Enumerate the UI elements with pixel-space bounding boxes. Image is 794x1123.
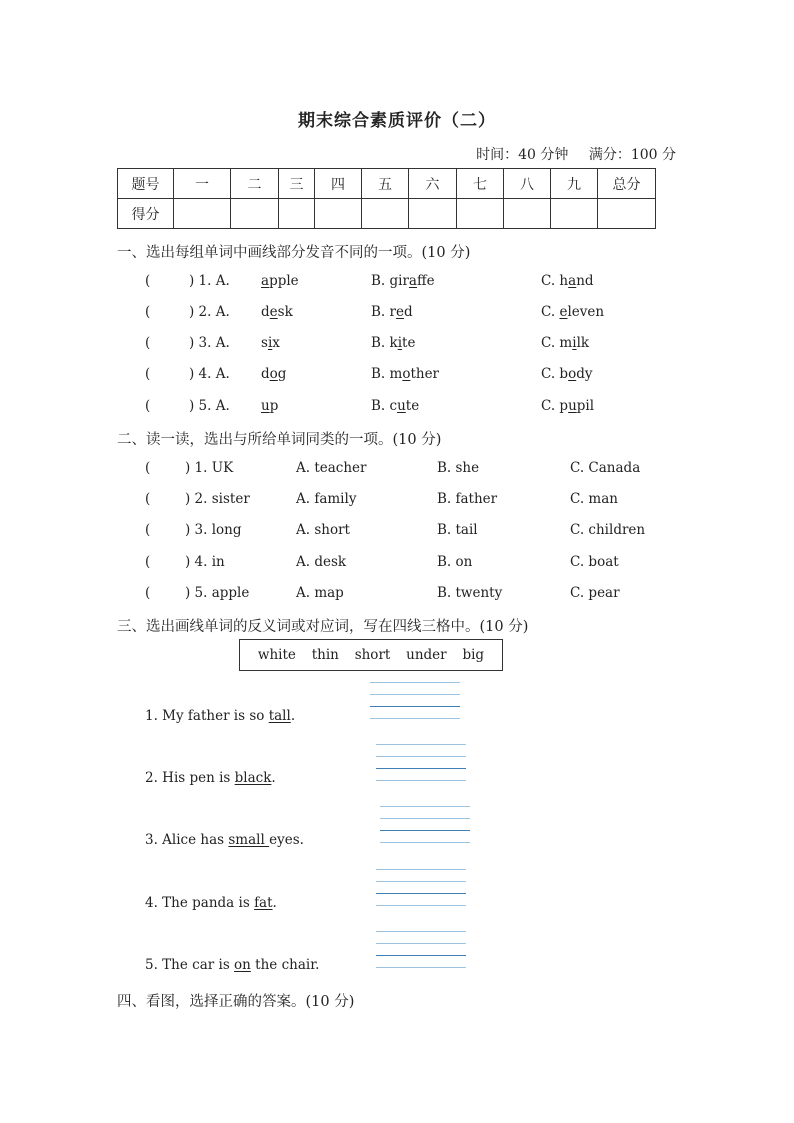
option-a[interactable] — [261, 398, 278, 414]
sentence — [145, 832, 304, 848]
underlined-letters: u — [397, 398, 406, 414]
sentence-text: eyes. — [269, 832, 304, 848]
underlined-word: tall — [268, 708, 291, 724]
grid-line — [376, 744, 466, 745]
sentence-text: 4. The panda is — [145, 895, 255, 911]
option-text: C. h — [541, 273, 569, 289]
option-b[interactable] — [371, 304, 413, 320]
sentence-text: 1. My father is so — [145, 708, 269, 724]
answer-paren[interactable]: ( — [145, 491, 151, 507]
option-b[interactable]: B. on — [437, 554, 473, 570]
option-a[interactable] — [261, 304, 293, 320]
score-header-cell: 五 — [362, 169, 409, 199]
word-bank-item: short — [354, 647, 391, 663]
score-cell[interactable] — [457, 199, 504, 229]
score-header-cell: 总分 — [598, 169, 656, 199]
option-text: B. gir — [371, 273, 409, 289]
option-b[interactable]: B. tail — [437, 522, 478, 538]
underlined-letters: i — [572, 335, 577, 351]
word-bank-item: thin — [311, 647, 339, 663]
option-c[interactable] — [541, 398, 594, 414]
grid-line — [380, 830, 470, 831]
sentence-text: . — [290, 708, 296, 724]
option-text: pple — [269, 273, 299, 289]
option-text: C. p — [541, 398, 569, 414]
option-text: p — [269, 398, 279, 414]
grid-line — [376, 768, 466, 769]
item-question: ) 3. long — [185, 522, 242, 538]
score-cell[interactable] — [598, 199, 656, 229]
grid-line — [376, 967, 466, 968]
option-text: d — [403, 304, 413, 320]
score-cell[interactable] — [504, 199, 551, 229]
section4-heading: 四、看图，选择正确的答案。(10 分) — [117, 994, 355, 1010]
option-text: te — [402, 335, 416, 351]
option-b[interactable] — [371, 366, 439, 382]
option-c[interactable]: C. man — [570, 491, 618, 507]
grid-line — [376, 931, 466, 932]
option-text: g — [277, 366, 287, 382]
option-text: dy — [576, 366, 593, 382]
word-bank-item: big — [462, 647, 485, 663]
sentence-text: 3. Alice has — [145, 832, 229, 848]
score-cell[interactable] — [315, 199, 362, 229]
score-header-cell: 题号 — [118, 169, 174, 199]
sentence — [145, 895, 277, 911]
option-text: d — [261, 304, 270, 320]
answer-paren[interactable]: ( — [145, 335, 151, 351]
answer-paren[interactable]: ( — [145, 273, 151, 289]
item-question: ) 2. sister — [185, 491, 250, 507]
item-question: ) 4. in — [185, 554, 225, 570]
answer-paren[interactable]: ( — [145, 554, 151, 570]
section2-heading: 二、读一读，选出与所给单词同类的一项。(10 分) — [117, 432, 442, 448]
item-number: ) 5. A. — [189, 398, 230, 414]
option-text: nd — [576, 273, 594, 289]
option-a[interactable]: A. teacher — [296, 460, 367, 476]
grid-line — [376, 756, 466, 757]
answer-paren[interactable]: ( — [145, 398, 151, 414]
exam-full-score: 满分：100 分 — [588, 147, 676, 163]
grid-line — [376, 780, 466, 781]
underlined-letters: a — [568, 273, 577, 289]
sentence-text: . — [272, 895, 277, 911]
option-text: B. c — [371, 398, 398, 414]
grid-line — [376, 905, 466, 906]
underlined-word: black — [234, 770, 272, 786]
grid-line — [380, 806, 470, 807]
sentence-text: the chair. — [250, 957, 320, 973]
score-table-header-row — [118, 169, 656, 199]
exam-time: 时间：40 分钟 — [476, 147, 569, 163]
score-header-cell: 三 — [279, 169, 315, 199]
item-question: ) 1. UK — [185, 460, 234, 476]
word-bank-item: white — [257, 647, 296, 663]
option-a[interactable] — [261, 335, 280, 351]
underlined-letters: o — [568, 366, 577, 382]
item-number: ) 2. A. — [189, 304, 230, 320]
option-a[interactable]: A. map — [296, 585, 344, 601]
underlined-letters: o — [402, 366, 411, 382]
grid-line — [376, 955, 466, 956]
sentence-text: 5. The car is — [145, 957, 235, 973]
option-c[interactable]: C. Canada — [570, 460, 641, 476]
option-b[interactable] — [371, 398, 419, 414]
four-line-grid[interactable] — [370, 682, 460, 718]
option-c[interactable] — [541, 273, 594, 289]
page-title: 期末综合素质评价（二） — [298, 111, 496, 131]
four-line-grid[interactable] — [376, 869, 466, 905]
option-text: B. r — [371, 304, 396, 320]
option-b[interactable] — [371, 335, 415, 351]
section1-heading: 一、选出每组单词中画线部分发音不同的一项。(10 分) — [117, 245, 471, 261]
option-b[interactable] — [371, 273, 435, 289]
option-text: ther — [410, 366, 440, 382]
option-text: pil — [576, 398, 595, 414]
option-text: lk — [576, 335, 590, 351]
option-c[interactable]: C. children — [570, 522, 646, 538]
answer-paren[interactable]: ( — [145, 585, 151, 601]
score-header-cell: 九 — [551, 169, 598, 199]
item-number: ) 3. A. — [189, 335, 230, 351]
option-c[interactable]: C. boat — [570, 554, 619, 570]
exam-info — [476, 144, 676, 164]
score-cell[interactable] — [231, 199, 279, 229]
grid-line — [376, 943, 466, 944]
option-text: B. m — [371, 366, 403, 382]
answer-paren[interactable]: ( — [145, 304, 151, 320]
option-text: C. b — [541, 366, 569, 382]
score-header-cell: 八 — [504, 169, 551, 199]
score-cell[interactable] — [279, 199, 315, 229]
option-text: x — [272, 335, 280, 351]
item-number: ) 4. A. — [189, 366, 230, 382]
underlined-letters: e — [269, 304, 278, 320]
option-b[interactable]: B. she — [437, 460, 480, 476]
option-text: leven — [567, 304, 605, 320]
option-a[interactable] — [261, 273, 299, 289]
underlined-letters: i — [397, 335, 403, 351]
score-header-cell: 六 — [409, 169, 457, 199]
grid-line — [380, 818, 470, 819]
sentence — [145, 957, 319, 973]
four-line-grid[interactable] — [376, 931, 466, 967]
grid-line — [370, 682, 460, 683]
option-text: s — [261, 335, 268, 351]
option-c[interactable] — [541, 335, 589, 351]
option-a[interactable] — [261, 366, 286, 382]
answer-paren[interactable]: ( — [145, 366, 151, 382]
sentence-text: 2. His pen is — [145, 770, 235, 786]
item-number: ) 1. A. — [189, 273, 230, 289]
option-text: d — [261, 366, 270, 382]
option-text: sk — [277, 304, 293, 320]
grid-line — [370, 706, 460, 707]
section3-heading: 三、选出画线单词的反义词或对应词，写在四线三格中。(10 分) — [117, 619, 529, 635]
underlined-letters: e — [395, 304, 404, 320]
four-line-grid[interactable] — [380, 806, 470, 842]
option-text: C. m — [541, 335, 573, 351]
grid-line — [376, 893, 466, 894]
option-a[interactable]: A. family — [296, 491, 357, 507]
sentence-text: . — [271, 770, 276, 786]
sentence — [145, 708, 295, 724]
option-text: B. k — [371, 335, 398, 351]
option-a[interactable]: A. desk — [296, 554, 347, 570]
option-b[interactable]: B. twenty — [437, 585, 503, 601]
underlined-letters: e — [559, 304, 568, 320]
option-b[interactable]: B. father — [437, 491, 498, 507]
option-text: C. — [541, 304, 560, 320]
grid-line — [380, 842, 470, 843]
word-bank — [239, 639, 503, 671]
sentence — [145, 770, 276, 786]
score-cell[interactable] — [362, 199, 409, 229]
grid-line — [370, 694, 460, 695]
item-question: ) 5. apple — [185, 585, 250, 601]
score-table-score-row — [118, 199, 656, 229]
underlined-word: on — [234, 957, 251, 973]
score-header-cell: 二 — [231, 169, 279, 199]
grid-line — [376, 869, 466, 870]
score-header-cell: 七 — [457, 169, 504, 199]
underlined-letters: a — [261, 273, 270, 289]
underlined-letters: a — [408, 273, 417, 289]
score-cell[interactable] — [409, 199, 457, 229]
score-header-cell: 四 — [315, 169, 362, 199]
answer-paren[interactable]: ( — [145, 460, 151, 476]
word-bank-item: under — [406, 647, 447, 663]
option-a[interactable]: A. short — [296, 522, 350, 538]
option-text: ffe — [416, 273, 435, 289]
score-cell[interactable] — [551, 199, 598, 229]
option-text: te — [405, 398, 420, 414]
underlined-letters: u — [568, 398, 577, 414]
underlined-letters: i — [267, 335, 273, 351]
underlined-word: fat — [254, 895, 273, 911]
score-cell[interactable] — [174, 199, 231, 229]
underlined-letters: u — [261, 398, 270, 414]
grid-line — [376, 881, 466, 882]
underlined-word: small — [228, 832, 270, 848]
underlined-letters: o — [269, 366, 278, 382]
score-table — [117, 168, 656, 229]
score-header-cell: 一 — [174, 169, 231, 199]
answer-paren[interactable]: ( — [145, 522, 151, 538]
option-c[interactable] — [541, 304, 604, 320]
option-c[interactable] — [541, 366, 593, 382]
grid-line — [370, 718, 460, 719]
four-line-grid[interactable] — [376, 744, 466, 780]
score-row-label: 得分 — [118, 199, 174, 229]
option-c[interactable]: C. pear — [570, 585, 620, 601]
